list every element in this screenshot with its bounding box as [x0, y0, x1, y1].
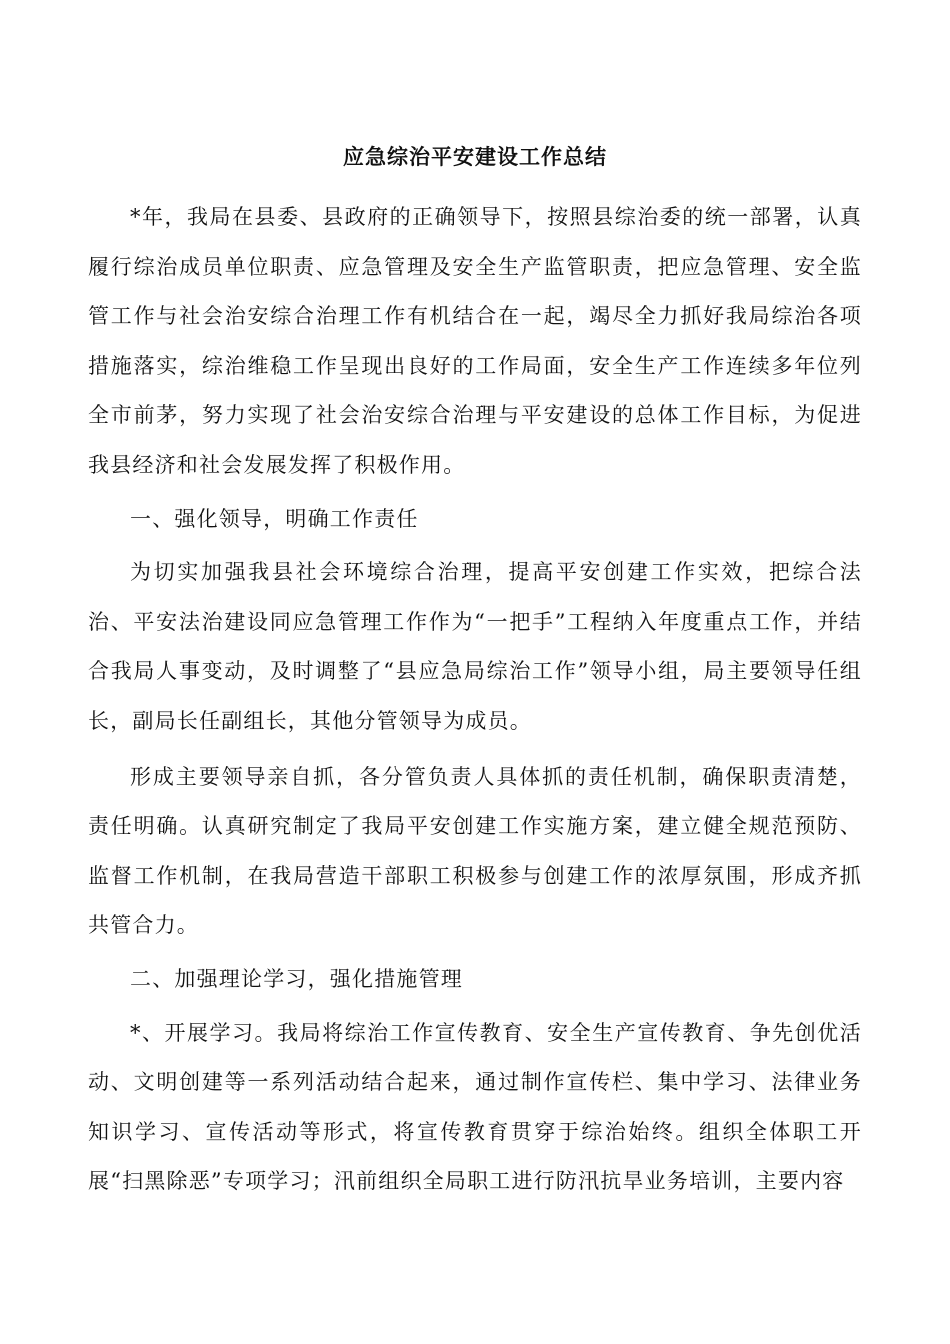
document-title: 应急综治平安建设工作总结	[343, 144, 607, 169]
paragraph-intro: *年，我局在县委、县政府的正确领导下，按照县综治委的统一部署，认真履行综治成员单位职责、应急管理及安全生产监管职责，把应急管理、安全监管工作与社会治安综合治理工作有机结合在一起，竭尽全力抓好我局综治各项措施落实，综治维稳工作呈现出良好的工作局面，安全生产工作连续多年位列全市前茅，努力实现了社会治安综合治理与平安建设的总体工作目标，为促进我县经济和社会发展发挥了积极作用。	[88, 205, 862, 477]
paragraph-leadership: 为切实加强我县社会环境综合治理，提高平安创建工作实效，把综合法治、平安法治建设同应急管理工作作为“一把手”工程纳入年度重点工作，并结合我局人事变动，及时调整了“县应急局综治工作”领导小组，局主要领导任组长，副局长任副组长，其他分管领导为成员。	[88, 560, 862, 733]
document-body	[88, 193, 862, 1207]
section-heading-1: 一、强化领导，明确工作责任	[130, 506, 419, 531]
section-heading-2: 二、加强理论学习，强化措施管理	[130, 966, 463, 991]
paragraph-responsibility: 形成主要领导亲自抓，各分管负责人具体抓的责任机制，确保职责清楚，责任明确。认真研究制定了我局平安创建工作实施方案，建立健全规范预防、监督工作机制，在我局营造干部职工积极参与创建工作的浓厚氛围，形成齐抓共管合力。	[88, 764, 862, 938]
paragraph-study: *、开展学习。我局将综治工作宣传教育、安全生产宣传教育、争先创优活动、文明创建等一系列活动结合起来，通过制作宣传栏、集中学习、法律业务知识学习、宣传活动等形式，将宣传教育贯穿于综治始终。组织全体职工开展“扫黑除恶”专项学习；汛前组织全局职工进行防汛抗旱业务培训，主要内容	[88, 1020, 862, 1194]
